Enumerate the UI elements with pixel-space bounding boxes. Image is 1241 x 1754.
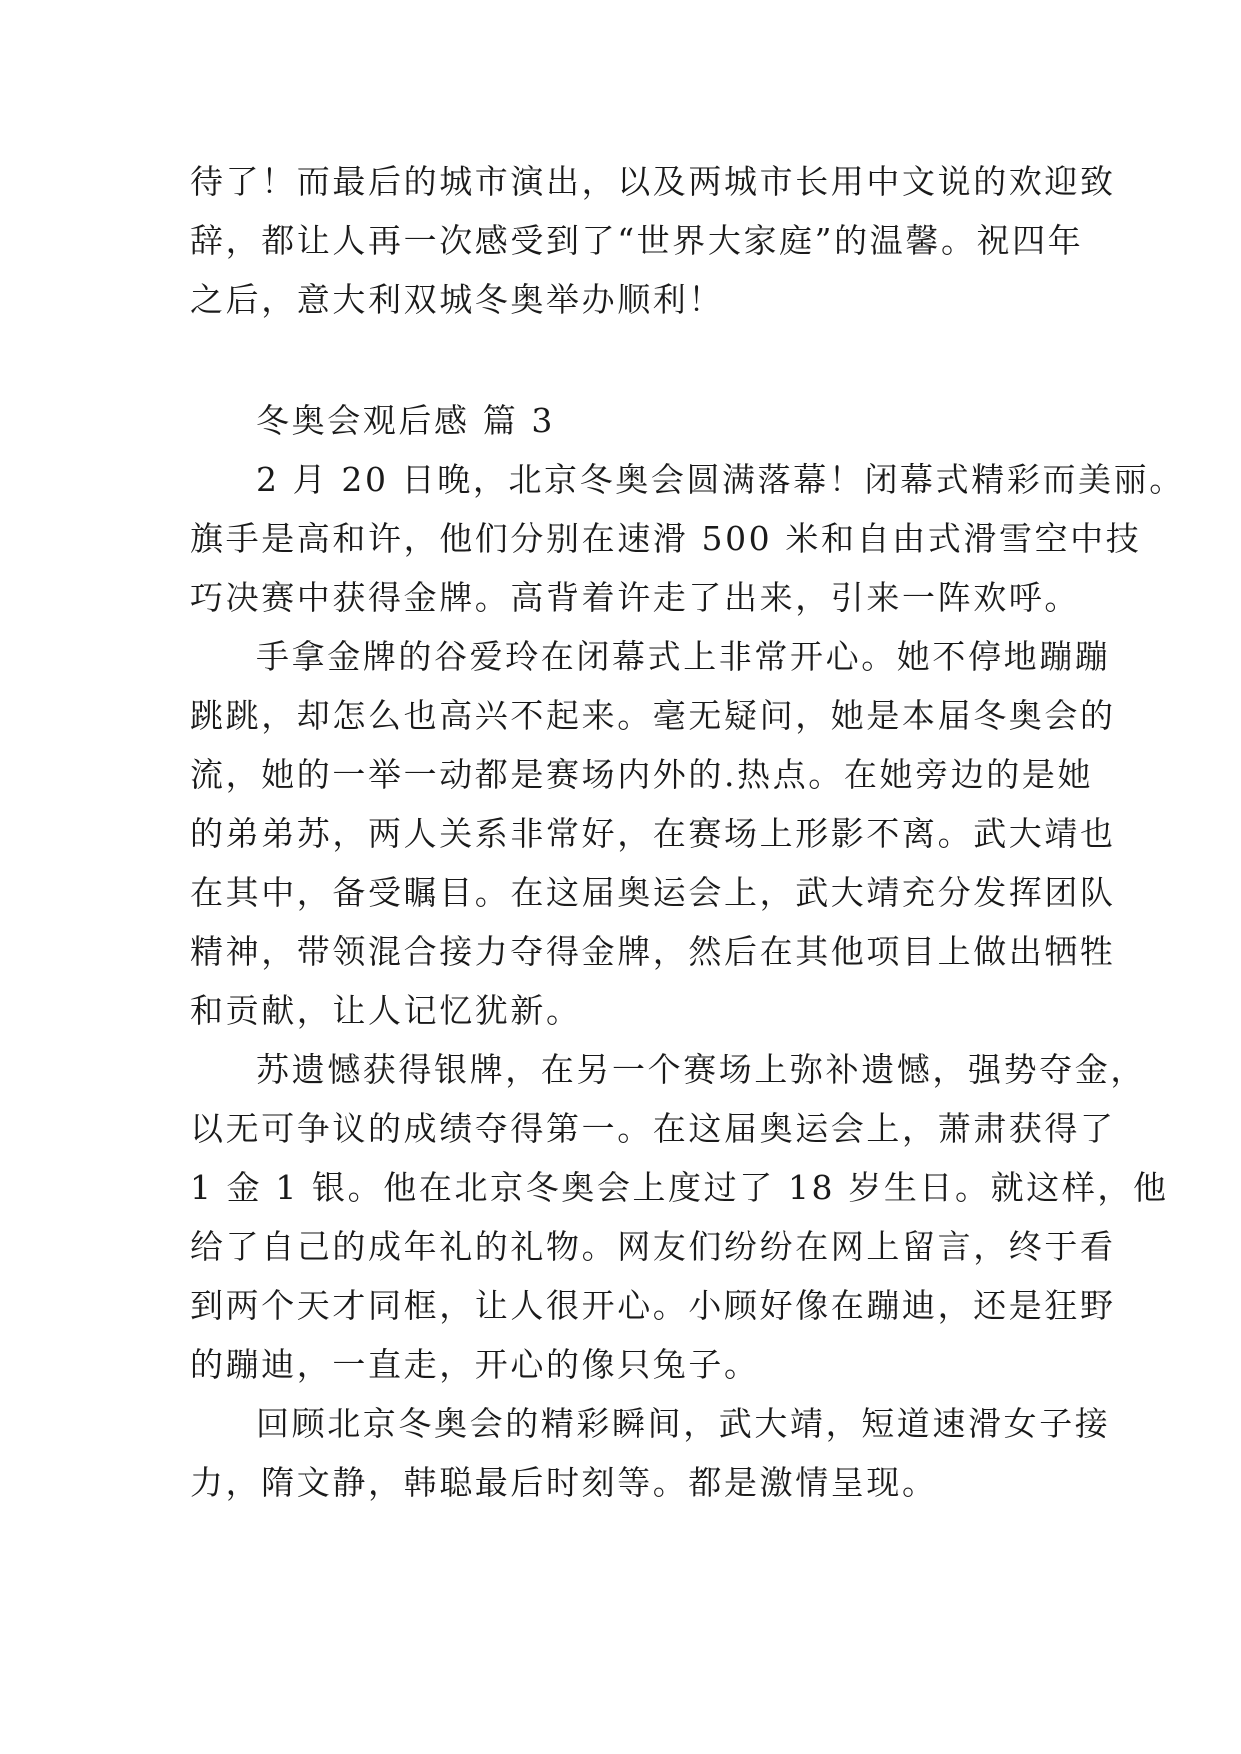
- paragraph-line: 巧决赛中获得金牌。高背着许走了出来，引来一阵欢呼。: [190, 578, 1080, 617]
- body-text: [190, 450, 1185, 1512]
- intro-paragraph: [190, 152, 1116, 329]
- paragraph-line: 待了！而最后的城市演出，以及两城市长用中文说的欢迎致: [190, 162, 1116, 201]
- paragraph-line: 给了自己的成年礼的礼物。网友们纷纷在网上留言，终于看: [190, 1227, 1116, 1266]
- paragraph-line: 手拿金牌的谷爱玲在闭幕式上非常开心。她不停地蹦蹦: [256, 637, 1111, 676]
- paragraph-line: 辞，都让人再一次感受到了“世界大家庭”的温馨。祝四年: [190, 221, 1084, 260]
- paragraph-line: 2 月 20 日晚，北京冬奥会圆满落幕！闭幕式精彩而美丽。: [256, 460, 1185, 499]
- paragraph-line: 旗手是高和许，他们分别在速滑 500 米和自由式滑雪空中技: [190, 519, 1142, 558]
- paragraph-line: 精神，带领混合接力夺得金牌，然后在其他项目上做出牺牲: [190, 932, 1116, 971]
- paragraph-line: 在其中，备受瞩目。在这届奥运会上，武大靖充分发挥团队: [190, 873, 1116, 912]
- paragraph-line: 1 金 1 银。他在北京冬奥会上度过了 18 岁生日。就这样，他: [190, 1168, 1169, 1207]
- paragraph-line: 的蹦迪，一直走，开心的像只兔子。: [190, 1345, 760, 1384]
- paragraph-line: 和贡献，让人记忆犹新。: [190, 991, 582, 1030]
- paragraph-line: 流，她的一举一动都是赛场内外的.热点。在她旁边的是她: [190, 755, 1094, 794]
- paragraph-line: 回顾北京冬奥会的精彩瞬间，武大靖，短道速滑女子接: [256, 1404, 1111, 1443]
- paragraph-line: 力，隋文静，韩聪最后时刻等。都是激情呈现。: [190, 1463, 938, 1502]
- paragraph-line: 到两个天才同框，让人很开心。小顾好像在蹦迪，还是狂野: [190, 1286, 1116, 1325]
- paragraph-line: 苏遗憾获得银牌，在另一个赛场上弥补遗憾，强势夺金，: [256, 1050, 1146, 1089]
- paragraph-line: 跳跳，却怎么也高兴不起来。毫无疑问，她是本届冬奥会的: [190, 696, 1116, 735]
- section-title: 冬奥会观后感 篇 3: [256, 401, 555, 440]
- paragraph-line: 的弟弟苏，两人关系非常好，在赛场上形影不离。武大靖也: [190, 814, 1116, 853]
- paragraph-line: 以无可争议的成绩夺得第一。在这届奥运会上，萧肃获得了: [190, 1109, 1116, 1148]
- paragraph-line: 之后，意大利双城冬奥举办顺利！: [190, 280, 724, 319]
